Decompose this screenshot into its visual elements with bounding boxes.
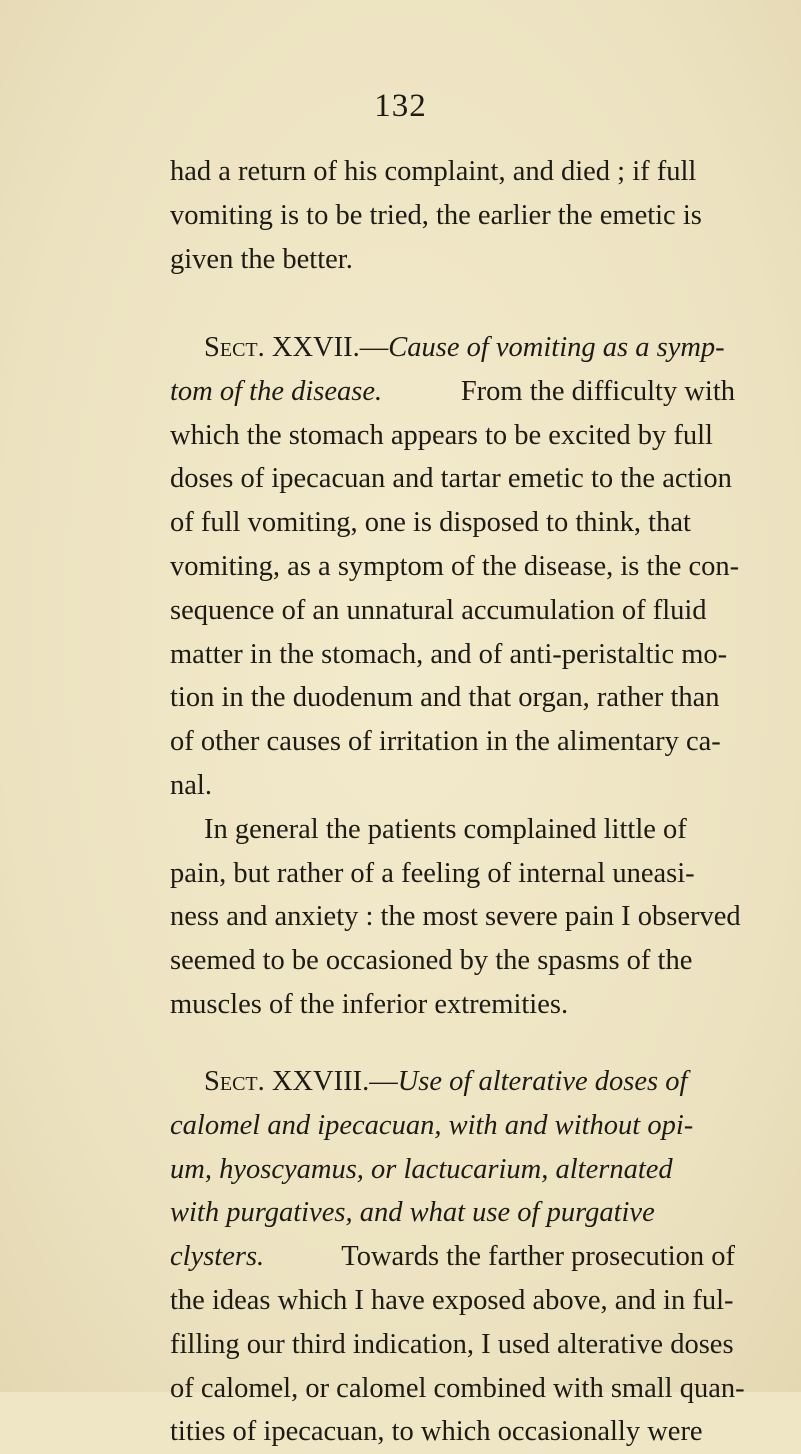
text-line-content: the ideas which I have exposed above, and in ful- — [170, 1284, 734, 1316]
text-line-content: Towards the farther prosecution of — [341, 1241, 735, 1273]
text-line-content: vomiting, as a symptom of the disease, is the con- — [170, 550, 740, 582]
text-line — [170, 764, 735, 808]
text-line — [170, 939, 735, 983]
text-line — [170, 238, 735, 282]
text-line — [170, 720, 735, 764]
section-title-line — [170, 1148, 735, 1192]
text-line — [170, 676, 735, 720]
section-xxviii — [170, 1060, 745, 1454]
section-heading-line — [170, 326, 735, 370]
text-line-content: nal. — [170, 769, 212, 801]
text-line — [170, 545, 740, 589]
text-line-content: seemed to be occasioned by the spasms of the — [170, 945, 693, 977]
text-line — [170, 1323, 735, 1367]
text-line-content: vomiting is to be tried, the earlier the emetic is — [170, 199, 702, 231]
text-line — [170, 633, 735, 677]
section-title-line — [170, 1104, 735, 1148]
text-line-content: of full vomiting, one is disposed to think, that — [170, 507, 691, 539]
text-line-content: In general the patients complained little of — [204, 813, 687, 845]
section-title: um, hyoscyamus, or lactucarium, alternated — [170, 1153, 673, 1185]
text-line — [170, 983, 735, 1027]
text-line — [170, 895, 741, 939]
text-line — [170, 414, 735, 458]
text-line — [170, 1235, 735, 1279]
text-line-content: muscles of the inferior extremities. — [170, 988, 569, 1020]
text-line-content: sequence of an unnatural accumulation of fluid — [170, 594, 707, 626]
section-heading-line — [170, 1060, 735, 1104]
text-line — [170, 1367, 745, 1411]
section-title: Use of alterative doses of — [397, 1066, 688, 1097]
text-line-content: tion in the duodenum and that organ, rather than — [170, 682, 720, 714]
text-line-content: tities of ipecacuan, to which occasionally were — [170, 1416, 703, 1448]
section-label: Sect. XXVIII.— — [204, 1066, 398, 1097]
text-line-content: ness and anxiety : the most severe pain I observed — [170, 901, 741, 933]
text-line-content: given the better. — [170, 243, 353, 275]
section-xxvii — [170, 326, 741, 1027]
text-line-content: which the stomach appears to be excited by full — [170, 419, 713, 451]
text-line — [170, 1279, 735, 1323]
text-line — [170, 501, 735, 545]
opening-paragraph — [170, 150, 735, 281]
section-title: calomel and ipecacuan, with and without opi- — [170, 1109, 694, 1141]
text-line — [170, 370, 735, 414]
section-label: Sect. XXVII.— — [204, 332, 389, 363]
section-title: clysters. — [170, 1241, 265, 1273]
text-line — [170, 457, 735, 501]
text-line-content: pain, but rather of a feeling of internal uneasi- — [170, 857, 695, 889]
text-line-content: filling our third indication, I used alterative doses — [170, 1328, 734, 1360]
text-line-content: matter in the stomach, and of anti-peristaltic mo- — [170, 638, 728, 670]
section-title: tom of the disease. — [170, 375, 383, 407]
text-line — [170, 589, 735, 633]
text-line-content: had a return of his complaint, and died ; if full — [170, 156, 697, 187]
text-line — [170, 194, 735, 238]
text-line-content: of calomel, or calomel combined with small quan- — [170, 1372, 745, 1404]
text-line-content: From the difficulty with — [460, 375, 735, 407]
text-line — [170, 1410, 735, 1454]
text-line-content: doses of ipecacuan and tartar emetic to the action — [170, 463, 732, 495]
section-title-line — [170, 1191, 735, 1235]
text-line — [170, 808, 735, 852]
page-number: 132 — [374, 88, 427, 124]
text-line — [170, 852, 735, 896]
section-heading — [204, 1060, 687, 1104]
section-title: with purgatives, and what use of purgative — [170, 1197, 655, 1229]
section-title: Cause of vomiting as a symp- — [388, 332, 725, 363]
text-line-content: of other causes of irritation in the alimentary ca- — [170, 726, 721, 758]
text-line — [170, 150, 735, 194]
section-heading — [204, 326, 725, 370]
